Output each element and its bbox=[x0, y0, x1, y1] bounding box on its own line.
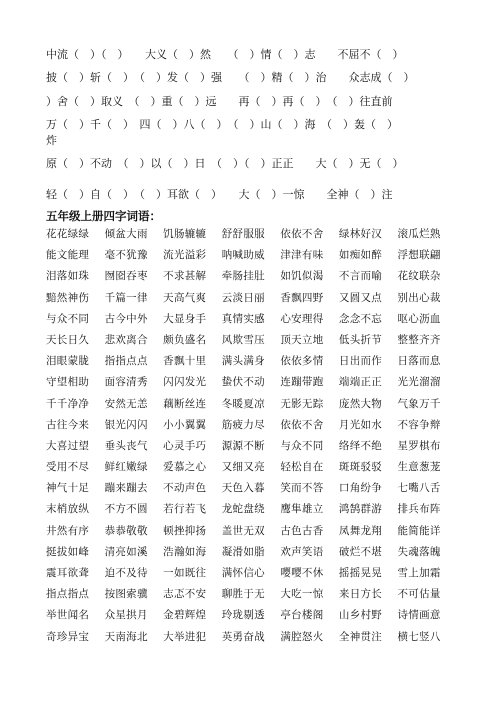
idiom-cell: 玲珑剔透 bbox=[221, 609, 265, 622]
idiom-row bbox=[46, 501, 456, 522]
idiom-cell: 不容争辩 bbox=[397, 418, 441, 431]
idiom-row bbox=[46, 523, 456, 544]
idiom-cell: 鲜红嫩绿 bbox=[104, 461, 148, 474]
idiom-cell: 英勇奋战 bbox=[221, 630, 265, 643]
idiom-cell: 古色古香 bbox=[280, 524, 324, 537]
idiom-cell: 牵肠挂肚 bbox=[221, 270, 265, 283]
idiom-cell: 饥肠辘辘 bbox=[163, 228, 207, 240]
idiom-cell: 津津有味 bbox=[280, 249, 324, 262]
idiom-cell: 与众不同 bbox=[46, 312, 90, 325]
idiom-cell: 花花绿绿 bbox=[46, 228, 90, 240]
idiom-cell: 浩瀚如海 bbox=[163, 545, 207, 558]
idiom-cell: 龙蛇盘绕 bbox=[221, 503, 265, 516]
idiom-cell: 盖世无双 bbox=[221, 524, 265, 537]
idiom-cell: 绿林好汉 bbox=[338, 228, 383, 240]
idiom-cell: 如饥似渴 bbox=[280, 270, 324, 283]
idiom-cell: 山乡村野 bbox=[338, 609, 383, 622]
idiom-cell: 不动声色 bbox=[163, 482, 207, 495]
idiom-cell: 舒舒服服 bbox=[221, 228, 265, 240]
idiom-row bbox=[46, 544, 456, 565]
idiom-cell: 颇负盛名 bbox=[163, 333, 207, 346]
idiom-cell: 鹰隼雄立 bbox=[280, 503, 324, 516]
idiom-row bbox=[46, 480, 456, 501]
idiom-cell: 一如既往 bbox=[163, 567, 207, 579]
idiom-cell: 生意葱茏 bbox=[397, 461, 441, 474]
idiom-cell: 横七竖八 bbox=[397, 630, 441, 643]
idiom-cell: 依依不舍 bbox=[280, 228, 324, 240]
idiom-cell: 呕心沥血 bbox=[397, 312, 441, 325]
idiom-cell: 满腔怒火 bbox=[280, 630, 324, 643]
idiom-row bbox=[46, 226, 456, 247]
idiom-cell: 摇摇晃晃 bbox=[338, 567, 383, 579]
idiom-cell: 念念不忘 bbox=[338, 312, 383, 325]
idiom-cell: 失魂落魄 bbox=[397, 545, 441, 558]
idiom-cell: 囫囵吞枣 bbox=[104, 270, 148, 283]
idiom-cell: 面容清秀 bbox=[104, 376, 148, 389]
idiom-cell: 庞然大物 bbox=[338, 397, 383, 410]
idiom-cell: 黯然神伤 bbox=[46, 291, 90, 304]
idiom-cell: 倾盆大雨 bbox=[104, 228, 148, 240]
idiom-cell: 蹦来蹦去 bbox=[104, 482, 148, 495]
idiom-cell: 全神贯注 bbox=[338, 630, 383, 643]
idiom-cell: 满怀信心 bbox=[221, 567, 265, 579]
idiom-cell: 千千净净 bbox=[46, 397, 90, 410]
fill-line: 原（ ）不动 （ ）以（ ）日 （ ）（ ）正正 大（ ）无（ ） bbox=[46, 157, 404, 170]
idiom-cell: 络绎不绝 bbox=[338, 439, 383, 452]
idiom-cell: 天高气爽 bbox=[163, 291, 207, 304]
idiom-cell: 依依多情 bbox=[280, 355, 324, 368]
idiom-cell: 流光溢彩 bbox=[163, 249, 207, 262]
idiom-grid bbox=[46, 226, 456, 650]
idiom-cell: 冬暖夏凉 bbox=[221, 397, 265, 410]
idiom-cell: 排兵布阵 bbox=[397, 503, 441, 516]
idiom-cell: 受用不尽 bbox=[46, 461, 90, 474]
idiom-cell: 众星拱月 bbox=[104, 609, 148, 622]
idiom-cell: 清亮如溪 bbox=[104, 545, 148, 558]
idiom-cell: 恭恭敬敬 bbox=[104, 524, 148, 537]
idiom-cell: 末梢放纵 bbox=[46, 503, 90, 516]
idiom-cell: 不求甚解 bbox=[163, 270, 207, 283]
idiom-cell: 天南海北 bbox=[104, 630, 148, 643]
idiom-cell: 神气十足 bbox=[46, 482, 90, 495]
idiom-cell: 呐喊助威 bbox=[221, 249, 265, 262]
idiom-cell: 金碧辉煌 bbox=[163, 609, 207, 622]
idiom-cell: 破烂不堪 bbox=[338, 545, 383, 558]
idiom-cell: 大显身手 bbox=[163, 312, 207, 325]
idiom-row bbox=[46, 629, 456, 650]
idiom-cell: 银光闪闪 bbox=[104, 418, 148, 431]
idiom-row bbox=[46, 438, 456, 459]
idiom-cell: 端端正正 bbox=[338, 376, 383, 389]
idiom-cell: 垂头丧气 bbox=[104, 439, 148, 452]
idiom-row bbox=[46, 290, 456, 311]
idiom-cell: 不言而喻 bbox=[338, 270, 383, 283]
fill-line: ）舍（ ）取义 （ ）重（ ）远 再（ ）再（ ） （ ）往直前 bbox=[46, 95, 393, 108]
section-title: 五年级上册四字词语： bbox=[46, 209, 161, 223]
idiom-cell: 诗情画意 bbox=[397, 609, 441, 622]
idiom-cell: 嘤嘤不休 bbox=[280, 567, 324, 579]
fill-line: 披（ ）斩（ ） （ ）发（ ）强 （ ）精（ ）治 众志成（ ） bbox=[46, 71, 415, 84]
idiom-cell: 大吃一惊 bbox=[280, 588, 324, 601]
idiom-cell: 顶天立地 bbox=[280, 333, 324, 346]
idiom-row bbox=[46, 607, 456, 628]
idiom-cell: 如痴如醉 bbox=[338, 249, 383, 262]
idiom-cell: 口角纷争 bbox=[338, 482, 383, 495]
idiom-cell: 真情实感 bbox=[221, 312, 265, 325]
idiom-cell: 心灵手巧 bbox=[163, 439, 207, 452]
idiom-cell: 泪眼蒙胧 bbox=[46, 355, 90, 368]
idiom-cell: 筋疲力尽 bbox=[221, 418, 265, 431]
idiom-row bbox=[46, 417, 456, 438]
idiom-cell: 大举进犯 bbox=[163, 630, 207, 643]
idiom-cell: 藕断丝连 bbox=[163, 397, 207, 410]
idiom-cell: 又细又亮 bbox=[221, 461, 265, 474]
idiom-cell: 大喜过望 bbox=[46, 439, 90, 452]
idiom-cell: 香飘十里 bbox=[163, 355, 207, 368]
idiom-cell: 迫不及待 bbox=[104, 567, 148, 579]
idiom-cell: 整整齐齐 bbox=[397, 333, 441, 346]
idiom-cell: 又圆又点 bbox=[338, 291, 383, 304]
idiom-cell: 古今中外 bbox=[104, 312, 148, 325]
idiom-cell: 闪闪发光 bbox=[163, 376, 207, 389]
idiom-row bbox=[46, 332, 456, 353]
idiom-row bbox=[46, 374, 456, 395]
fill-line: 万（ ）千（ ） 四（ ）八（ ） （ ）山（ ）海 （ ）轰（ ） bbox=[46, 118, 398, 131]
idiom-cell: 凝滑如脂 bbox=[221, 545, 265, 558]
idiom-cell: 爱慕之心 bbox=[163, 461, 207, 474]
idiom-cell: 日落而息 bbox=[397, 355, 441, 368]
idiom-cell: 滚瓜烂熟 bbox=[397, 228, 441, 240]
idiom-cell: 光光溜溜 bbox=[397, 376, 441, 389]
idiom-cell: 斑斑驳驳 bbox=[338, 461, 383, 474]
idiom-cell: 七嘴八舌 bbox=[397, 482, 441, 495]
idiom-cell: 心安理得 bbox=[280, 312, 324, 325]
idiom-cell: 指指点点 bbox=[104, 355, 148, 368]
idiom-cell: 井然有序 bbox=[46, 524, 90, 537]
idiom-row bbox=[46, 396, 456, 417]
idiom-cell: 蛰伏不动 bbox=[221, 376, 265, 389]
idiom-cell: 泪落如珠 bbox=[46, 270, 90, 283]
idiom-cell: 浮想联翩 bbox=[397, 249, 441, 262]
idiom-cell: 挺拔如峰 bbox=[46, 545, 90, 558]
idiom-cell: 小小翼翼 bbox=[163, 418, 207, 431]
fill-line: 轻（ ）自（ ） （ ）耳欲（ ） 大（ ）一惊 全神（ ）注 bbox=[46, 188, 393, 201]
idiom-row bbox=[46, 311, 456, 332]
idiom-cell: 星罗棋布 bbox=[397, 439, 441, 452]
idiom-row bbox=[46, 353, 456, 374]
idiom-cell: 若行若飞 bbox=[163, 503, 207, 516]
idiom-cell: 轻松自在 bbox=[280, 461, 324, 474]
idiom-cell: 风欺雪压 bbox=[221, 333, 265, 346]
idiom-cell: 香飘四野 bbox=[280, 291, 324, 304]
idiom-cell: 云淡日丽 bbox=[221, 291, 265, 304]
idiom-cell: 安然无恙 bbox=[104, 397, 148, 410]
idiom-cell: 悲欢离合 bbox=[104, 333, 148, 346]
idiom-cell: 鸿鹄群游 bbox=[338, 503, 383, 516]
idiom-cell: 笑而不答 bbox=[280, 482, 324, 495]
idiom-cell: 别出心裁 bbox=[397, 291, 441, 304]
idiom-cell: 守望相助 bbox=[46, 376, 90, 389]
idiom-cell: 毫不犹豫 bbox=[104, 249, 148, 262]
idiom-cell: 凤舞龙翔 bbox=[338, 524, 383, 537]
idiom-cell: 花纹联杂 bbox=[397, 270, 441, 283]
idiom-cell: 天长日久 bbox=[46, 333, 90, 346]
idiom-cell: 连蹦带跑 bbox=[280, 376, 324, 389]
idiom-row bbox=[46, 247, 456, 268]
idiom-cell: 低头折节 bbox=[338, 333, 383, 346]
idiom-cell: 源源不断 bbox=[221, 439, 265, 452]
idiom-cell: 古往今来 bbox=[46, 418, 90, 431]
idiom-cell: 震耳欲聋 bbox=[46, 567, 90, 579]
idiom-cell: 不可估量 bbox=[397, 588, 441, 601]
idiom-cell: 按图索骥 bbox=[104, 588, 148, 601]
idiom-cell: 欢声笑语 bbox=[280, 545, 324, 558]
idiom-cell: 月光如水 bbox=[338, 418, 383, 431]
idiom-cell: 与众不同 bbox=[280, 439, 324, 452]
idiom-row bbox=[46, 586, 456, 607]
idiom-cell: 不方不圆 bbox=[104, 503, 148, 516]
idiom-cell: 气象万千 bbox=[397, 397, 441, 410]
idiom-cell: 志忑不安 bbox=[163, 588, 207, 601]
idiom-row bbox=[46, 565, 456, 586]
fill-line: 炸 bbox=[46, 134, 57, 147]
idiom-cell: 奇珍异宝 bbox=[46, 630, 90, 643]
idiom-cell: 满头满身 bbox=[221, 355, 265, 368]
idiom-row bbox=[46, 268, 456, 289]
idiom-cell: 日出而作 bbox=[338, 355, 383, 368]
idiom-cell: 能简能详 bbox=[397, 524, 441, 537]
idiom-cell: 来日方长 bbox=[338, 588, 383, 601]
idiom-cell: 聊胜于无 bbox=[221, 588, 265, 601]
idiom-cell: 无影无踪 bbox=[280, 397, 324, 410]
idiom-cell: 千篇一律 bbox=[104, 291, 148, 304]
idiom-cell: 亭台楼阁 bbox=[280, 609, 324, 622]
idiom-cell: 能文能理 bbox=[46, 249, 90, 262]
idiom-row bbox=[46, 459, 456, 480]
idiom-cell: 指点指点 bbox=[46, 588, 90, 601]
idiom-cell: 依依不舍 bbox=[280, 418, 324, 431]
idiom-cell: 雪上加霜 bbox=[397, 567, 441, 579]
idiom-cell: 天色入暮 bbox=[221, 482, 265, 495]
idiom-cell: 举世闻名 bbox=[46, 609, 90, 622]
fill-line: 中流（ ）（ ） 大义（ ）然 （ ）情（ ）志 不屈不（ ） bbox=[46, 48, 404, 61]
idiom-cell: 顿挫抑扬 bbox=[163, 524, 207, 537]
